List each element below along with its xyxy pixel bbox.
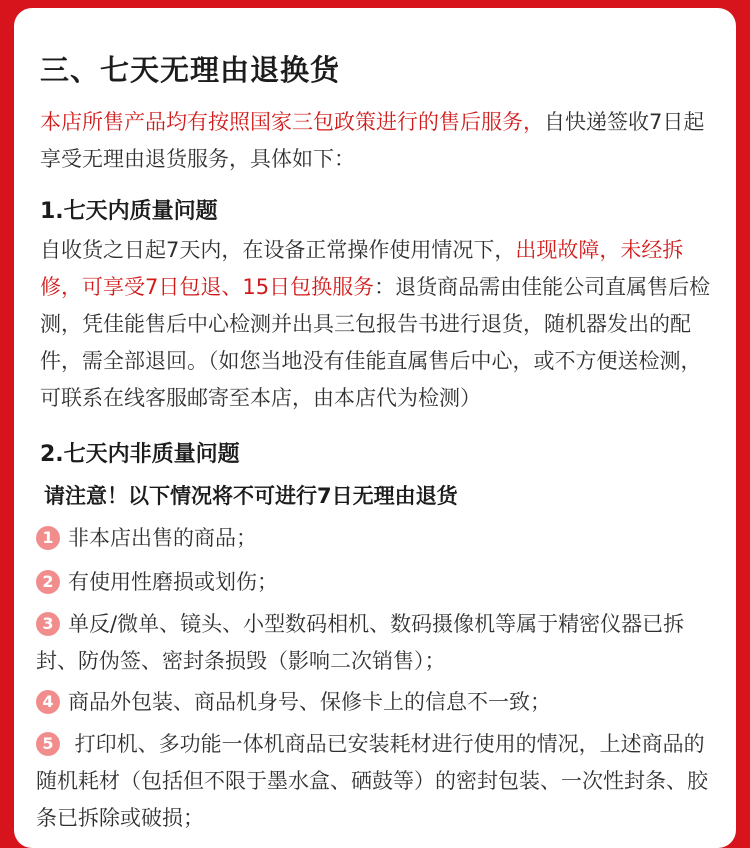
number-badge: 4 <box>36 690 60 714</box>
list-item-text: 打印机、多功能一体机商品已安装耗材进行使用的情况，上述商品的随机耗材（包括但不限于墨水盒、硒鼓等）的密封包装、一次性封条、胶条已拆除或破损； <box>36 732 708 830</box>
non-quality-issue-title: 2.七天内非质量问题 <box>40 442 240 467</box>
notice-text: 请注意！以下情况将不可进行7日无理由退货 <box>44 484 458 508</box>
intro-highlight: 本店所售产品均有按照国家三包政策进行的售后服务， <box>40 110 544 134</box>
quality-text-after: ：退货商品需由佳能公司直属售后检测，凭佳能售后中心检测并出具三包报告书进行退货，随机器发出的配件，需全部退回。（如您当地没有佳能直属售后中心，或不方便送检测，可联系在线客服邮寄至本店，由本店代为检测） <box>40 275 711 410</box>
list-item <box>36 564 712 601</box>
quality-text-before: 自收货之日起7天内，在设备正常操作使用情况下， <box>40 238 516 262</box>
list-item <box>36 606 712 680</box>
quality-highlight: 出现故障，未经拆修，可享受7日包退、15日包换服务 <box>40 238 684 299</box>
section-title: 三、七天无理由退换货 <box>40 53 341 87</box>
list-item <box>36 726 712 837</box>
list-item <box>36 684 712 721</box>
quality-issue-title: 1.七天内质量问题 <box>40 199 218 224</box>
number-badge: 2 <box>36 570 60 594</box>
list-item-text: 有使用性磨损或划伤； <box>68 570 278 594</box>
intro-paragraph <box>40 104 712 178</box>
list-item <box>36 520 712 557</box>
intro-text: 自快递签收7日起享受无理由退货服务，具体如下： <box>40 110 705 171</box>
number-badge: 5 <box>36 732 60 756</box>
list-item-text: 单反/微单、镜头、小型数码相机、数码摄像机等属于精密仪器已拆封、防伪签、密封条损毁（影响二次销售）； <box>36 612 685 673</box>
policy-card <box>14 8 736 848</box>
number-badge: 3 <box>36 612 60 636</box>
number-badge: 1 <box>36 526 60 550</box>
list-item-text: 商品外包装、商品机身号、保修卡上的信息不一致； <box>68 690 551 714</box>
quality-issue-paragraph <box>40 232 712 417</box>
list-item-text: 非本店出售的商品； <box>68 526 257 550</box>
